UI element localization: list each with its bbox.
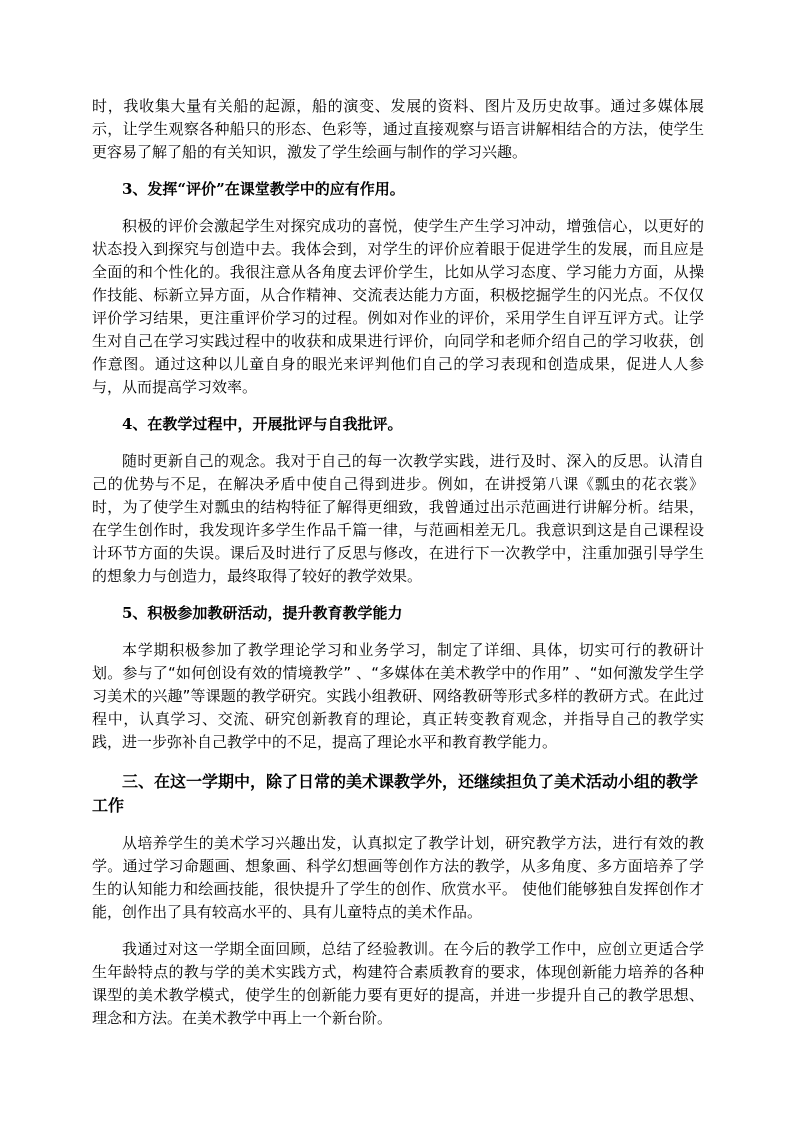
paragraph-criticism: 随时更新自己的观念。我对于自己的每一次教学实践，进行及时、深入的反思。认清自己的优势与不足，在解决矛盾中使自己得到进步。例如，在讲授第八课《瓢虫的花衣裳》时，为了使学生对瓢虫的结构特征了解得更细致，我曾通过出示范画进行讲解分析。结果，在学生创作时，我发现许多学生作品千篇一律，与范画相差无几。我意识到这是自己课程设计环节方面的失误。课后及时进行了反思与修改，在进行下一次教学中，注重加强引导学生的想象力与创造力，最终取得了较好的教学效果。 (92, 452, 704, 585)
spacer (92, 588, 704, 602)
paragraph-evaluation: 积极的评价会激起学生对探究成功的喜悦，使学生产生学习冲动，增強信心，以更好的状态投入到探究与创造中去。我体会到，对学生的评价应着眼于促进学生的发展，而且应是全面的和个性化的。我很注意从各角度去评价学生，比如从学习态度、学习能力方面，从操作技能、标新立异方面，从合作精神、交流表达能力方面，积极挖掘学生的闪光点。不仅仅评价学习结果，更注重评价学习的过程。例如对作业的评价，采用学生自评互评方式。让学生对自己在学习实践过程中的收获和成果进行评价，向同学和老师介绍自己的学习收获，创作意图。通过这种以儿童自身的眼光来评判他们自己的学习表现和创造成果，促进人人参与，从而提高学习效率。 (92, 217, 704, 396)
paragraph-conclusion: 我通过对这一学期全面回顾，总结了经验教训。在今后的教学工作中，应创立更适合学生年龄特点的教与学的美术实践方式，构建符合素质教育的要求，体现创新能力培养的各种课型的美术教学模式，使学生的创新能力要有更好的提高，并进一步提升自己的教学思想、理念和方法。在美术教学中再上一个新台阶。 (92, 940, 704, 1027)
spacer (92, 924, 704, 938)
spacer (92, 818, 704, 832)
paragraph-intro: 时，我收集大量有关船的起源，船的演变、发展的资料、图片及历史故事。通过多媒体展示，让学生观察各种船只的形态、色彩等，通过直接观察与语言讲解相结合的方法，使学生更容易了解了船的有关知识，激发了学生绘画与制作的学习兴趣。 (92, 97, 704, 161)
spacer (92, 436, 704, 450)
spacer (92, 164, 704, 178)
document-page (92, 95, 704, 1030)
spacer (92, 625, 704, 639)
paragraph-activity-group: 从培养学生的美术学习兴趣出发，认真拟定了教学计划，研究教学方法，进行有效的教学。通过学习命题画、想象画、科学幻想画等创作方法的教学，从多角度、多方面培养了学生的认知能力和绘画技能，很快提升了学生的创作、欣赏水平。 使他们能够独自发挥创作才能，创作出了具有较高水平的、具有儿童特点的美术作品。 (92, 834, 704, 921)
spacer (92, 399, 704, 413)
spacer (92, 754, 704, 770)
paragraph-research: 本学期积极参加了教学理论学习和业务学习，制定了详细、具体，切实可行的教研计划。参与了“如何创设有效的情境教学” 、“多媒体在美术教学中的作用” 、“如何激发学生学习美术的兴趣”等课题的教学研究。实践小组教研、网络教研等形式多样的教研方式。在此过程中，认真学习、交流、研究创新教育的理论，真正转变教育观念，并指导自己的教学实践，进一步弥补自己教学中的不足，提高了理论水平和教育教学能力。 (92, 641, 704, 751)
heading-evaluation: 3、发挥“评价”在课堂教学中的应有作用。 (122, 180, 405, 198)
heading-research: 5、积极参加教研活动，提升教育教学能力 (122, 604, 403, 622)
heading-section-three: 三、在这一学期中，除了日常的美术课教学外，还继续担负了美术活动小组的教学工作 (92, 772, 699, 815)
spacer (92, 201, 704, 215)
heading-criticism: 4、在教学过程中，开展批评与自我批评。 (122, 415, 403, 433)
